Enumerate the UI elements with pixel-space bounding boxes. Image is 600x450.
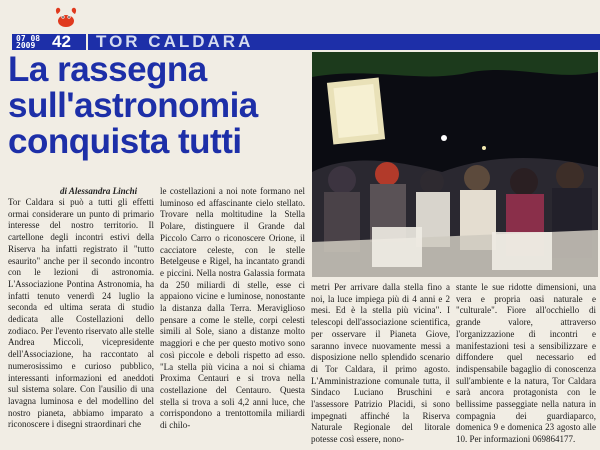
article-column-2 xyxy=(160,186,305,432)
column-text: Tor Caldara si può a tutti gli effetti ormai considerare un punto di primario interesse del nostro territorio. Il cartellone degli incontri estivi della Riserva ha infatti registrato il "tutto esaurito" anche per il secondo incontro con le lezioni di astronomia. L'Associazione Pontina Astronomia, ha infatti tenuto venerdì 24 luglio la seconda ed ultima serata di studio dedicata alle Costellazioni dello zodiaco. Per l'evento riservato alle stelle Andrea Miccoli, vicepresidente dell'Associazione, ha raccontato al numerosissimo e curioso pubblico, interessanti informazioni ed aneddoti sul sistema solare. Con l'ausilio di una lavagna luminosa e del modellino del nostro pianeta, abbiamo imparato a riconoscere i disegni straordinari che xyxy=(8,197,154,430)
audience-night-scene xyxy=(312,52,598,277)
headline-line: sull'astronomia xyxy=(8,86,258,125)
byline: di Alessandra Linchi xyxy=(60,186,138,196)
event-photo xyxy=(312,52,598,277)
column-text: stante le sue ridotte dimensioni, una vera e propria oasi naturale e "culturale". Fiore all'occhiello di grande valore, attraverso l'organizzazione di incontri e manifestazioni tesi a sensibilizzare e diffondere quel necessario ed indispensabile bagaglio di conoscenza sull'ambiente e la natura, Tor Caldara sarà ancora protagonista con le bellissime passeggiate nella natura in compagnia dei guardiaparco, domenica 9 e domenica 23 agosto alle 10. Per informazioni 069864177. xyxy=(456,282,596,445)
page-header xyxy=(8,6,594,51)
issue-date: 07 08 2009 xyxy=(16,34,41,50)
crab-logo-icon xyxy=(52,6,80,30)
headline-line: La rassegna xyxy=(8,50,207,89)
article-column-1 xyxy=(8,197,154,431)
column-text: metri Per arrivare dalla stella fino a noi, la luce impiega più di 4 anni e 2 mesi. Ed è la stella più vicina". I telescopi dell'associazione scientifica, per osservare il Pianeta Giove, saranno invece nuovamente messi a disposizione nello splendido scenario di Tor Caldara, il primo agosto. L'Amministrazione comunale tutta, il Sindaco Luciano Bruschini e l'assessore Patrizio Placidi, si sono impegnati affinché la Riserva Naturale Regionale del litorale potesse così essere, nono- xyxy=(311,282,450,445)
section-bar xyxy=(88,34,600,50)
article-column-4 xyxy=(456,282,596,446)
headline xyxy=(8,52,308,160)
article-column-3 xyxy=(311,282,450,446)
issue-date-box xyxy=(12,34,86,50)
headline-line: conquista tutti xyxy=(8,122,242,161)
column-text: le costellazioni a noi note formano nel luminoso ed affascinante cielo stellato. Trovare nella moltitudine la Stella Polare, distinguere il Grande dal Piccolo Carro o riconoscere Orione, il cacciatore celeste, con le stelle Betelgeuse e Rigel, ha incantato grandi e piccini. Nella nostra Galassia formata da 250 miliardi di stelle, esse ci appaiono vicine e luminose, nonostante la distanza dalla Terra. Meraviglioso pensare a come le stelle, corpi celesti simili al Sole, siano a distanze molto maggiori e che per questo motivo sono così piccole e deboli rispetto ad esso. "La stella più vicina a noi si chiama Proxima Centauri e si trova nella costellazione del Centauro. Questa stella si trova a soli 4,2 anni luce, che corrispondono a trentottomila miliardi di chilo- xyxy=(160,186,305,431)
page-number: 42 xyxy=(52,32,71,51)
section-title: TOR CALDARA xyxy=(96,32,254,51)
